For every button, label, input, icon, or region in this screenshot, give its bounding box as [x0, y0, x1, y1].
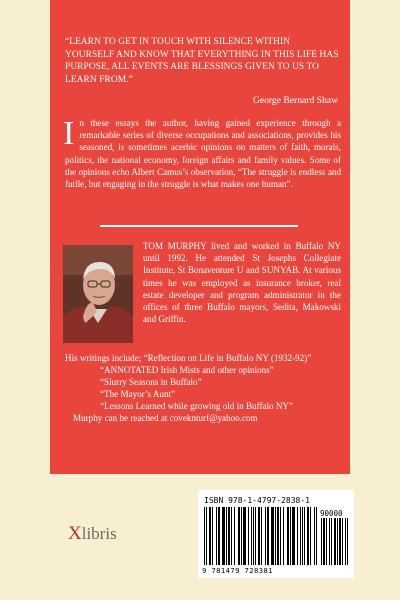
price-code: 90000 [320, 509, 343, 518]
author-portrait-image [63, 245, 133, 343]
writings-list [65, 352, 350, 425]
barcode-bars [204, 507, 317, 565]
epigraph-quote: “LEARN TO GET IN TOUCH WITH SILENCE WITHIN YOURSELF AND KNOW THAT EVERYTHING IN THIS LIFE HAS PURPOSE, ALL EVENTS ARE BLESSINGS GIVEN TO US TO LEARN FROM.” [65, 37, 339, 85]
publisher-logo: Xlibris [68, 523, 117, 544]
quote-author: George Bernard Shaw [252, 95, 338, 106]
barcode-digits: 9 781479 728381 [202, 566, 273, 575]
writings-title: “The Mayor’s Aunt” [100, 389, 176, 400]
writings-title: “ANNOTATED Irish Mists and other opinions” [100, 365, 274, 376]
author-photo [63, 245, 133, 343]
back-cover-panel [50, 0, 350, 474]
addon-barcode-bars [321, 518, 349, 565]
writings-intro: His writings include; “Reflection on Life in Buffalo NY (1932-92)” [65, 353, 312, 363]
writings-title: “Slurry Seasons in Buffalo” [100, 377, 202, 388]
author-contact: Murphy can be reached at coveknturf@yahoo.com [73, 413, 258, 424]
isbn-label: ISBN 978-1-4797-2838-1 [204, 496, 310, 505]
divider-rule [100, 225, 298, 227]
writings-title: “Lessons Learned while growing old in Buffalo NY” [100, 401, 294, 412]
isbn-barcode [198, 490, 354, 578]
essay-text: n these essays the author, having gained experience through a remarkable series of diverse occupations and associations, provides his seasoned, is sometimes acerbic opinions on matters of faith, morals, politics, the national economy, foreign affairs and family values. Some of the opinions echo Albert Camus’s observation, “The struggle is endless and futile, but engaging in the struggle is what makes one human”. [65, 118, 341, 190]
author-bio: TOM MURPHY lived and worked in Buffalo NY until 1992. He attended St Josephs Collegiate Institute, St Bonaventure U and SUNYAB. At various times he was employed as insurance broker, real estate developer and program administrator in the offices of three Buffalo mayors, Sedita, Makowski and Griffin. [143, 241, 341, 325]
essay-description [65, 117, 341, 190]
drop-cap: I [63, 115, 75, 152]
